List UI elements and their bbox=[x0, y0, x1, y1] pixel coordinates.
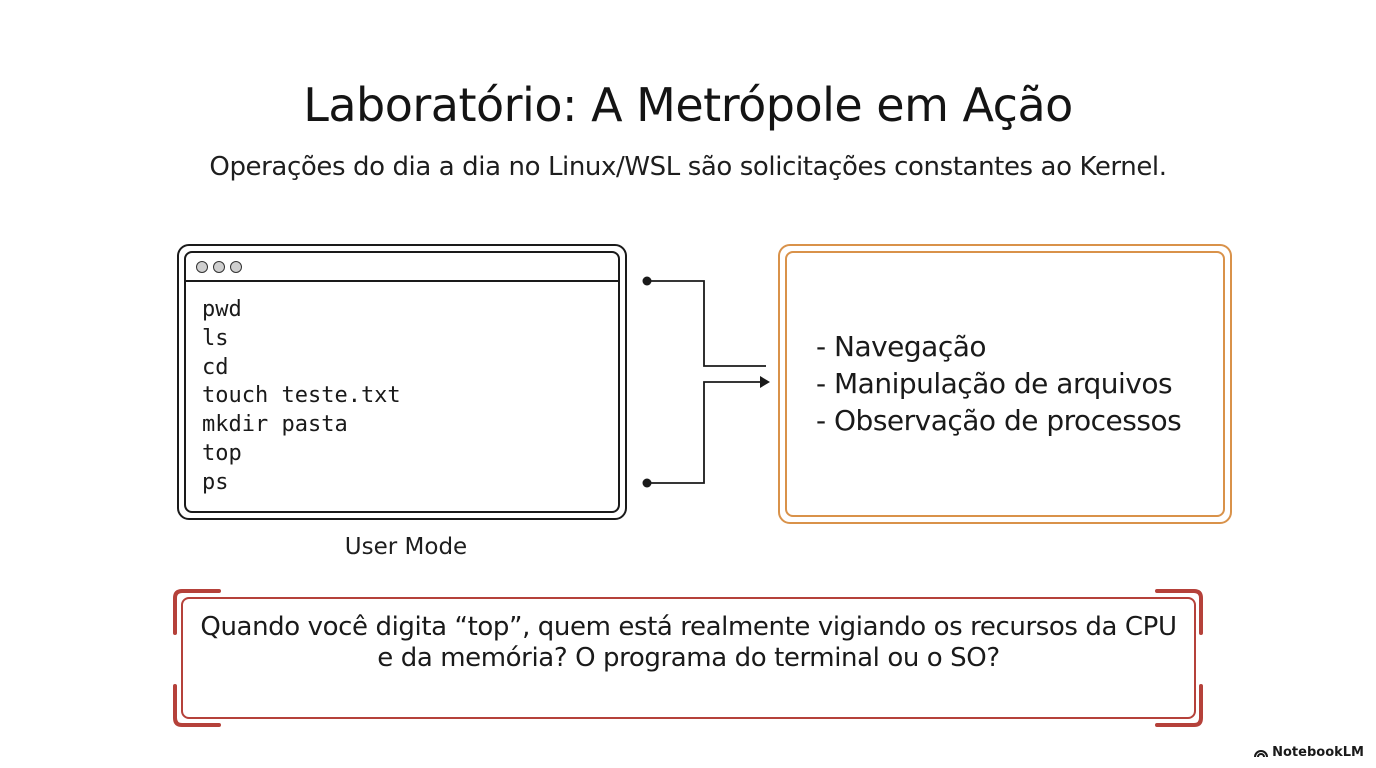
operation-item: - Observação de processos bbox=[816, 404, 1182, 437]
notebooklm-branding bbox=[1254, 745, 1364, 760]
command-line: top bbox=[202, 440, 242, 466]
arrowhead-icon bbox=[760, 376, 770, 388]
command-line: mkdir pasta bbox=[202, 412, 348, 438]
connector-dot-top bbox=[643, 277, 652, 286]
command-list bbox=[202, 296, 401, 498]
window-control-dot-icon bbox=[213, 261, 225, 273]
terminal-window bbox=[177, 244, 627, 520]
slide-title: Laboratório: A Metrópole em Ação bbox=[303, 78, 1073, 132]
notebooklm-logo-icon bbox=[1254, 747, 1268, 758]
command-line: cd bbox=[202, 354, 229, 380]
terminal-frame bbox=[184, 251, 620, 513]
terminal-titlebar bbox=[186, 253, 618, 282]
command-line: ps bbox=[202, 469, 229, 495]
command-line: pwd bbox=[202, 297, 242, 322]
question-line-1: Quando você digita “top”, quem está realmente vigiando os recursos da CPU bbox=[200, 612, 1177, 642]
question-text bbox=[181, 612, 1196, 674]
slide-subtitle: Operações do dia a dia no Linux/WSL são solicitações constantes ao Kernel. bbox=[209, 152, 1167, 182]
connector-dot-bottom bbox=[643, 479, 652, 488]
operation-item: - Manipulação de arquivos bbox=[816, 367, 1173, 400]
operations-list bbox=[816, 328, 1181, 439]
command-line: ls bbox=[202, 325, 229, 351]
user-mode-caption: User Mode bbox=[344, 534, 468, 560]
connector-line-bottom bbox=[647, 382, 762, 483]
connector-line-top bbox=[647, 281, 766, 366]
question-line-2: e da memória? O programa do terminal ou o SO? bbox=[377, 643, 1000, 673]
brand-label: NotebookLM bbox=[1272, 745, 1364, 760]
window-control-dot-icon bbox=[196, 261, 208, 273]
operation-item: - Navegação bbox=[816, 330, 987, 363]
command-line: touch teste.txt bbox=[202, 383, 401, 409]
window-control-dot-icon bbox=[230, 261, 242, 273]
